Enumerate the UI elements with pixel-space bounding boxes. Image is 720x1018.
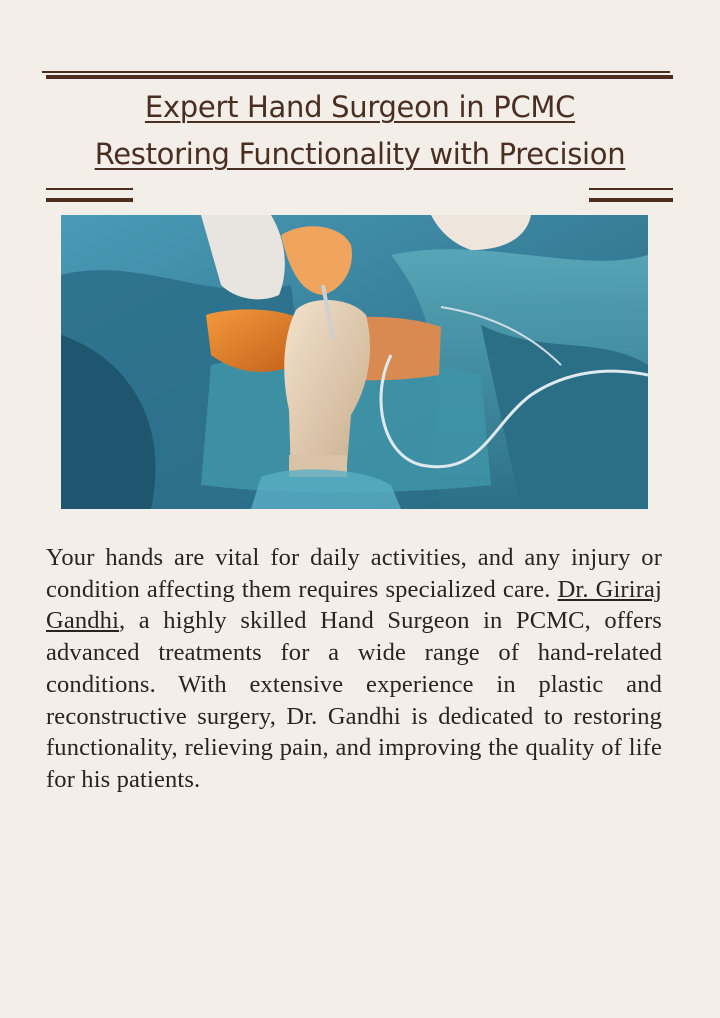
top-rule-thin <box>42 71 670 73</box>
intro-text-start: Your hands are vital for daily activities, and any injury or condition affecting them requires specialized care. <box>46 544 662 603</box>
page-title-line2: Restoring Functionality with Precision <box>94 137 626 171</box>
right-rule-thick <box>589 198 673 202</box>
surgery-photo <box>61 215 648 509</box>
left-rule-thin <box>46 188 133 190</box>
intro-paragraph <box>46 542 662 796</box>
left-rule-thick <box>46 198 133 202</box>
right-rule-thin <box>589 188 673 190</box>
intro-text-end: , a highly skilled Hand Surgeon in PCMC, offers advanced treatments for a wide range of hand-related conditions. With extensive experience in plastic and reconstructive surgery, Dr. Gandhi is dedicated to restoring functionality, relieving pain, and improving the quality of life for his patients. <box>46 607 662 793</box>
top-rule-thick <box>46 75 673 79</box>
doctor-name-link[interactable]: Dr. Giriraj Gandhi <box>46 575 662 635</box>
page-title-line1: Expert Hand Surgeon in PCMC <box>144 90 576 124</box>
